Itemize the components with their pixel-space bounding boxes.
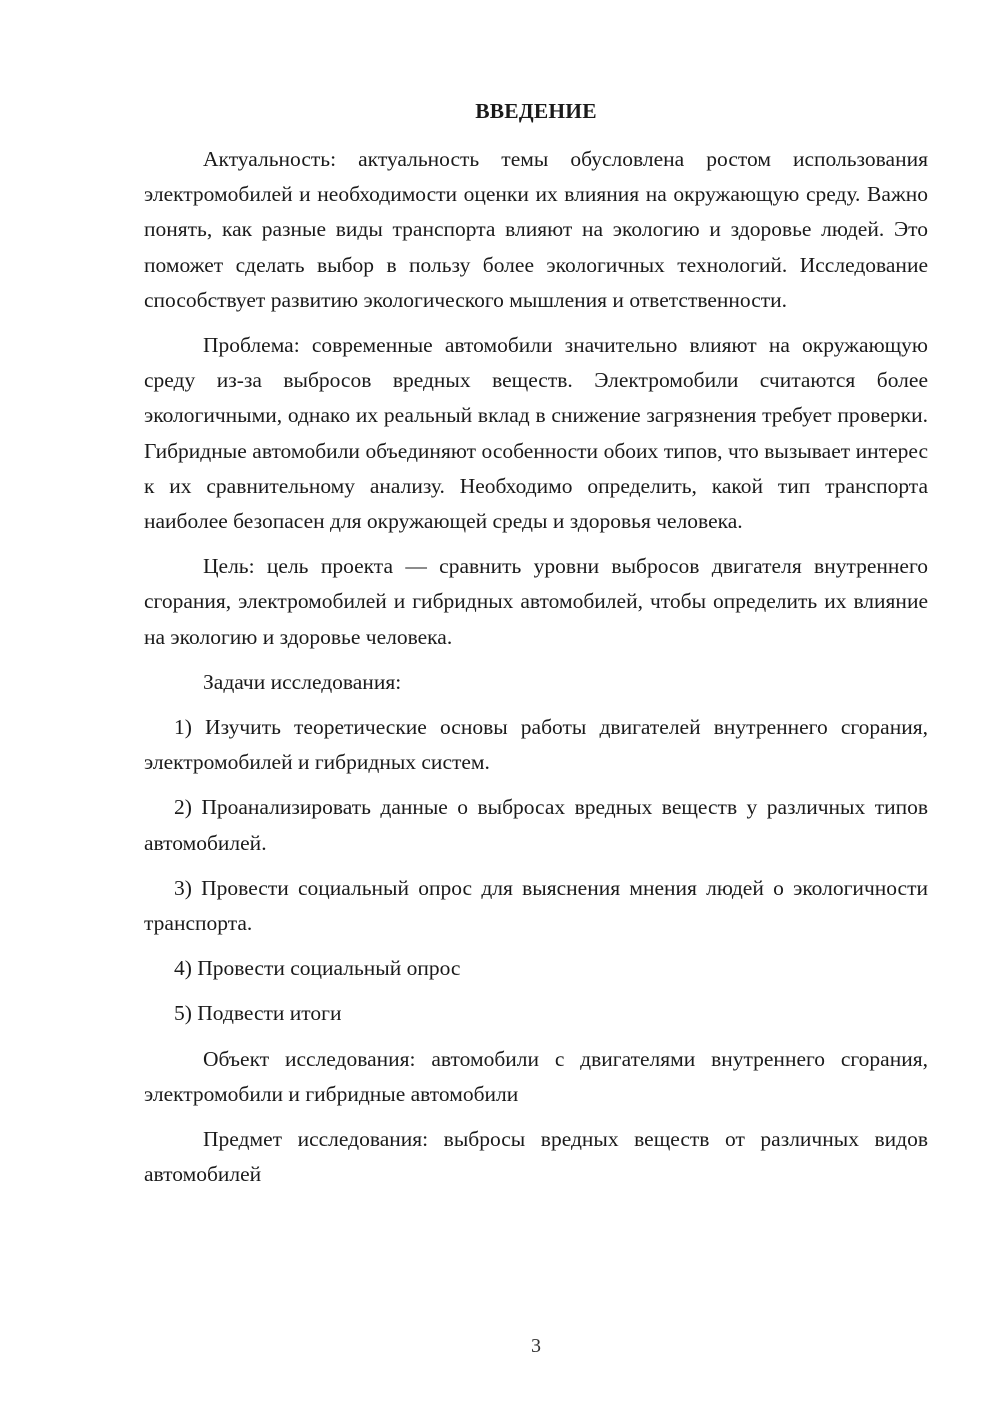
paragraph-subject: Предмет исследования: выбросы вредных веществ от различных видов автомобилей — [144, 1127, 928, 1187]
paragraph-problem: Проблема: современные автомобили значительно влияют на окружающую среду из-за выбросов вредных веществ. Электромобили считаются более экологичными, однако их реальный вклад в снижение загрязнения требует проверки. Гибридные автомобили объединяют особенности обоих типов, что вызывает интерес к их сравнительному анализу. Необходимо определить, какой тип транспорта наиболее безопасен для окружающей среды и здоровья человека. — [144, 333, 928, 534]
document-body — [144, 142, 928, 1192]
paragraph-relevance: Актуальность: актуальность темы обусловлена ростом использования электромобилей и необходимости оценки их влияния на окружающую среду. Важно понять, как разные виды транспорта влияют на экологию и здоровье людей. Это поможет сделать выбор в пользу более экологичных технологий. Исследование способствует развитию экологического мышления и ответственности. — [144, 147, 928, 312]
section-heading: ВВЕДЕНИЕ — [475, 99, 597, 123]
tasks-title: Задачи исследования: — [203, 669, 402, 694]
task-item-5: 5) Подвести итоги — [174, 1001, 342, 1026]
task-item-2: 2) Проанализировать данные о выбросах вредных веществ у различных типов автомобилей. — [144, 795, 928, 855]
paragraph-goal: Цель: цель проекта — сравнить уровни выбросов двигателя внутреннего сгорания, электромобилей и гибридных автомобилей, чтобы определить их влияние на экологию и здоровье человека. — [144, 554, 928, 649]
task-item-1: 1) Изучить теоретические основы работы двигателей внутреннего сгорания, электромобилей и гибридных систем. — [144, 715, 928, 775]
task-item-4: 4) Провести социальный опрос — [174, 956, 461, 981]
task-item-3: 3) Провести социальный опрос для выяснения мнения людей о экологичности транспорта. — [144, 875, 928, 936]
paragraph-object: Объект исследования: автомобили с двигателями внутреннего сгорания, электромобили и гибридные автомобили — [144, 1046, 928, 1106]
page-number: 3 — [531, 1335, 541, 1357]
